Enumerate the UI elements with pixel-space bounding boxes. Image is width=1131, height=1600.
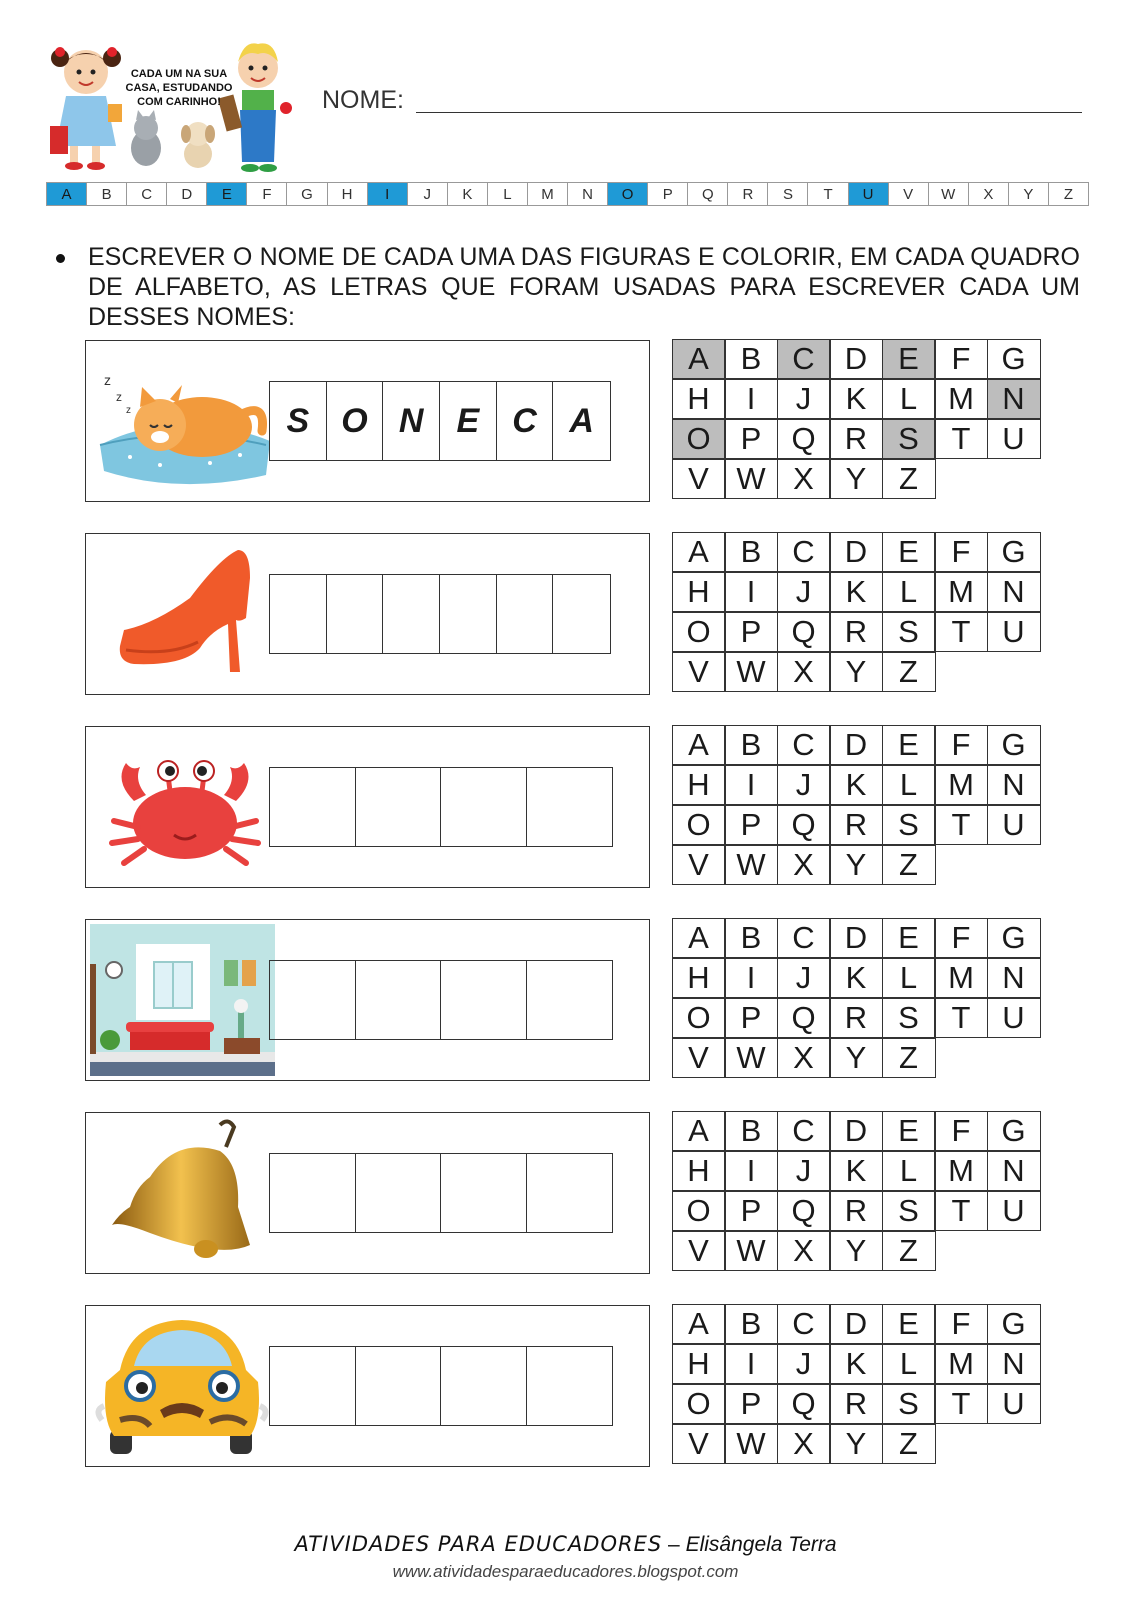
alphabet-strip-letter: P xyxy=(648,183,688,205)
grid-letter[interactable]: F xyxy=(934,339,988,379)
grid-letter[interactable]: M xyxy=(934,1344,988,1384)
grid-letter[interactable]: N xyxy=(987,572,1041,612)
grid-letter[interactable]: R xyxy=(829,998,883,1038)
grid-letter[interactable]: B xyxy=(724,725,778,765)
picture-box xyxy=(85,726,650,888)
grid-letter[interactable]: L xyxy=(882,1344,936,1384)
grid-letter[interactable]: Z xyxy=(882,652,936,692)
letter-box[interactable]: O xyxy=(327,382,384,460)
alphabet-strip-letter: M xyxy=(528,183,568,205)
grid-letter[interactable]: V xyxy=(672,459,726,499)
answer-boxes xyxy=(269,1346,613,1426)
grid-letter[interactable]: I xyxy=(724,958,778,998)
grid-letter[interactable]: W xyxy=(724,459,778,499)
grid-letter[interactable]: X xyxy=(777,1231,831,1271)
answer-boxes xyxy=(269,1153,613,1233)
grid-letter[interactable]: U xyxy=(987,1191,1041,1231)
letter-box[interactable] xyxy=(527,768,613,846)
living-room-icon xyxy=(90,924,275,1076)
grid-letter[interactable]: X xyxy=(777,1038,831,1078)
alphabet-strip-letter: Z xyxy=(1063,185,1074,203)
letter-box[interactable] xyxy=(270,768,356,846)
grid-letter[interactable]: W xyxy=(724,1231,778,1271)
picture-box xyxy=(85,1112,650,1274)
grid-letter[interactable]: J xyxy=(777,1344,831,1384)
grid-letter[interactable]: O xyxy=(672,1384,726,1424)
grid-letter[interactable]: J xyxy=(777,765,831,805)
grid-letter[interactable]: V xyxy=(672,845,726,885)
letter-box[interactable] xyxy=(440,575,497,653)
grid-letter[interactable]: E xyxy=(882,1304,936,1344)
alphabet-strip-letter: A xyxy=(47,183,87,205)
alphabet-strip-letter: J xyxy=(408,183,448,205)
answer-boxes xyxy=(269,767,613,847)
grid-letter[interactable]: H xyxy=(672,572,726,612)
grid-letter[interactable]: G xyxy=(987,1111,1041,1151)
grid-letter[interactable]: P xyxy=(724,1384,778,1424)
grid-letter[interactable]: T xyxy=(934,612,988,652)
nome-field[interactable] xyxy=(416,112,1082,113)
grid-letter[interactable]: A xyxy=(672,1304,726,1344)
letter-box[interactable]: N xyxy=(383,382,440,460)
alphabet-grid xyxy=(673,533,1051,693)
alphabet-strip-letter: Y xyxy=(1009,183,1049,205)
grid-letter[interactable]: V xyxy=(672,652,726,692)
grid-letter[interactable]: T xyxy=(934,1384,988,1424)
picture-box xyxy=(85,340,650,502)
grid-letter[interactable]: W xyxy=(724,1038,778,1078)
letter-box[interactable] xyxy=(497,575,554,653)
letter-box[interactable] xyxy=(527,1347,613,1425)
grid-letter[interactable]: G xyxy=(987,339,1041,379)
letter-box[interactable] xyxy=(553,575,610,653)
svg-text:z: z xyxy=(104,372,111,388)
letter-box[interactable] xyxy=(527,1154,613,1232)
grid-letter[interactable]: R xyxy=(829,805,883,845)
exercise-row xyxy=(85,726,1051,890)
grid-letter[interactable]: M xyxy=(934,379,988,419)
exercise-row xyxy=(85,533,1051,697)
grid-letter[interactable]: U xyxy=(987,419,1041,459)
bullet-icon xyxy=(56,254,65,263)
letter-box[interactable] xyxy=(270,1154,356,1232)
grid-letter[interactable]: D xyxy=(829,532,883,572)
grid-letter[interactable]: Y xyxy=(829,652,883,692)
grid-letter[interactable]: E xyxy=(882,1111,936,1151)
crab-icon xyxy=(90,731,275,883)
footer-brand: ATIVIDADES PARA EDUCADORES xyxy=(294,1532,663,1556)
grid-letter[interactable]: L xyxy=(882,379,936,419)
grid-letter[interactable]: Y xyxy=(829,1231,883,1271)
letter-box[interactable] xyxy=(383,575,440,653)
bell-icon xyxy=(90,1117,275,1269)
grid-letter[interactable]: D xyxy=(829,918,883,958)
footer-separator: – xyxy=(662,1533,686,1556)
grid-letter[interactable]: B xyxy=(724,918,778,958)
alphabet-strip-letter: N xyxy=(568,183,608,205)
grid-letter[interactable]: S xyxy=(882,612,936,652)
grid-letter[interactable]: W xyxy=(724,845,778,885)
grid-letter[interactable]: U xyxy=(987,1384,1041,1424)
grid-letter[interactable]: B xyxy=(724,1304,778,1344)
grid-letter[interactable]: O xyxy=(672,419,726,459)
grid-letter[interactable]: R xyxy=(829,612,883,652)
grid-letter[interactable]: P xyxy=(724,998,778,1038)
grid-letter[interactable]: N xyxy=(987,958,1041,998)
letter-box[interactable] xyxy=(356,1154,442,1232)
alphabet-strip-letter: C xyxy=(127,183,167,205)
grid-letter[interactable]: O xyxy=(672,805,726,845)
grid-letter[interactable]: Z xyxy=(882,1231,936,1271)
grid-letter[interactable]: T xyxy=(934,998,988,1038)
grid-letter[interactable]: J xyxy=(777,958,831,998)
grid-letter[interactable]: L xyxy=(882,1151,936,1191)
grid-letter[interactable]: Q xyxy=(777,419,831,459)
footer-author: Elisângela Terra xyxy=(685,1533,837,1556)
grid-letter[interactable]: L xyxy=(882,765,936,805)
grid-letter[interactable]: K xyxy=(829,765,883,805)
grid-letter[interactable]: K xyxy=(829,1151,883,1191)
grid-letter[interactable]: F xyxy=(934,918,988,958)
grid-letter[interactable]: Q xyxy=(777,998,831,1038)
grid-letter[interactable]: S xyxy=(882,1191,936,1231)
grid-letter[interactable]: U xyxy=(987,998,1041,1038)
grid-letter[interactable]: C xyxy=(777,1111,831,1151)
nome-label: NOME: xyxy=(322,86,404,114)
letter-box[interactable]: A xyxy=(569,401,594,440)
letter-box[interactable] xyxy=(270,1347,356,1425)
alphabet-strip-letter: G xyxy=(287,183,327,205)
grid-letter[interactable]: G xyxy=(987,918,1041,958)
grid-letter[interactable]: H xyxy=(672,958,726,998)
alphabet-grid xyxy=(673,726,1051,886)
alphabet-strip-letter: E xyxy=(207,183,247,205)
grid-letter[interactable]: V xyxy=(672,1038,726,1078)
alphabet-grid xyxy=(673,340,1051,500)
letter-box[interactable] xyxy=(356,1347,442,1425)
grid-letter[interactable]: F xyxy=(934,1304,988,1344)
letter-box[interactable] xyxy=(270,961,356,1039)
grid-letter[interactable]: S xyxy=(882,419,936,459)
alphabet-strip-letter: U xyxy=(849,183,889,205)
grid-letter[interactable]: Q xyxy=(777,1191,831,1231)
grid-letter[interactable]: R xyxy=(829,1384,883,1424)
grid-letter[interactable]: J xyxy=(777,379,831,419)
grid-letter[interactable]: L xyxy=(882,958,936,998)
exercise-row xyxy=(85,919,1051,1083)
svg-text:z: z xyxy=(116,390,122,404)
footer-url: www.atividadesparaeducadores.blogspot.com xyxy=(392,1562,739,1581)
alphabet-grid xyxy=(673,1112,1051,1272)
alphabet-strip-letter: K xyxy=(448,183,488,205)
grid-letter[interactable]: I xyxy=(724,1344,778,1384)
grid-letter[interactable]: D xyxy=(829,725,883,765)
alphabet-strip-letter: O xyxy=(608,183,648,205)
grid-letter[interactable]: P xyxy=(724,1191,778,1231)
grid-letter[interactable]: J xyxy=(777,1151,831,1191)
grid-letter[interactable]: G xyxy=(987,1304,1041,1344)
alphabet-strip-letter: T xyxy=(808,183,848,205)
grid-letter[interactable]: K xyxy=(829,572,883,612)
exercise-row xyxy=(85,1112,1051,1276)
grid-letter[interactable]: F xyxy=(934,725,988,765)
grid-letter[interactable]: Y xyxy=(829,459,883,499)
grid-letter[interactable]: Z xyxy=(882,845,936,885)
grid-letter[interactable]: V xyxy=(672,1231,726,1271)
grid-letter[interactable]: M xyxy=(934,572,988,612)
grid-letter[interactable]: K xyxy=(829,958,883,998)
grid-letter[interactable]: M xyxy=(934,958,988,998)
grid-letter[interactable]: I xyxy=(724,572,778,612)
alphabet-strip-letter: W xyxy=(929,183,969,205)
alphabet-strip-letter: X xyxy=(969,183,1009,205)
grid-letter[interactable]: O xyxy=(672,998,726,1038)
grid-letter[interactable]: C xyxy=(777,1304,831,1344)
grid-letter[interactable]: R xyxy=(829,419,883,459)
alphabet-strip-letter: H xyxy=(328,183,368,205)
high-heel-shoe-icon xyxy=(90,538,275,690)
grid-letter[interactable]: X xyxy=(777,1424,831,1464)
grid-letter[interactable]: W xyxy=(724,1424,778,1464)
grid-letter[interactable]: O xyxy=(672,612,726,652)
grid-letter[interactable]: P xyxy=(724,805,778,845)
grid-letter[interactable]: X xyxy=(777,845,831,885)
grid-letter[interactable]: F xyxy=(934,532,988,572)
grid-letter[interactable]: A xyxy=(672,725,726,765)
alphabet-strip-letter: S xyxy=(768,183,808,205)
grid-letter[interactable]: U xyxy=(987,612,1041,652)
grid-letter[interactable]: B xyxy=(724,532,778,572)
grid-letter[interactable]: G xyxy=(987,532,1041,572)
grid-letter[interactable]: C xyxy=(777,532,831,572)
grid-letter[interactable]: C xyxy=(777,725,831,765)
grid-letter[interactable]: S xyxy=(882,805,936,845)
grid-letter[interactable]: D xyxy=(829,339,883,379)
grid-letter[interactable]: H xyxy=(672,765,726,805)
letter-box[interactable] xyxy=(356,961,442,1039)
grid-letter[interactable]: Q xyxy=(777,1384,831,1424)
alphabet-grid xyxy=(673,1305,1051,1465)
grid-letter[interactable]: P xyxy=(724,419,778,459)
grid-letter[interactable]: A xyxy=(672,339,726,379)
grid-letter[interactable]: E xyxy=(882,532,936,572)
picture-box xyxy=(85,533,650,695)
grid-letter[interactable]: E xyxy=(882,725,936,765)
grid-letter[interactable]: R xyxy=(829,1191,883,1231)
letter-box[interactable] xyxy=(270,575,327,653)
grid-letter[interactable]: M xyxy=(934,1151,988,1191)
exercise-row xyxy=(85,340,1051,504)
grid-letter[interactable]: D xyxy=(829,1111,883,1151)
logo-text: CADA UM NA SUA CASA, ESTUDANDO COM CARINHO! xyxy=(125,68,233,108)
grid-letter[interactable]: Z xyxy=(882,1424,936,1464)
grid-letter[interactable]: T xyxy=(934,419,988,459)
alphabet-strip-letter: Q xyxy=(688,183,728,205)
grid-letter[interactable]: T xyxy=(934,1191,988,1231)
grid-letter[interactable]: N xyxy=(987,1151,1041,1191)
picture-box xyxy=(85,919,650,1081)
sleeping-cat-icon xyxy=(90,345,275,497)
alphabet-strip-letter: L xyxy=(488,183,528,205)
grid-letter[interactable]: B xyxy=(724,339,778,379)
grid-letter[interactable]: S xyxy=(882,1384,936,1424)
picture-box xyxy=(85,1305,650,1467)
grid-letter[interactable]: Y xyxy=(829,1424,883,1464)
grid-letter[interactable]: V xyxy=(672,1424,726,1464)
grid-letter[interactable]: I xyxy=(724,765,778,805)
grid-letter[interactable]: L xyxy=(882,572,936,612)
letter-box[interactable] xyxy=(327,575,384,653)
footer-title xyxy=(0,1532,1131,1557)
grid-letter[interactable]: A xyxy=(672,918,726,958)
grid-letter[interactable]: O xyxy=(672,1191,726,1231)
grid-letter[interactable]: M xyxy=(934,765,988,805)
grid-letter[interactable]: A xyxy=(672,532,726,572)
answer-boxes xyxy=(269,574,611,654)
alphabet-strip-letter: V xyxy=(889,183,929,205)
letter-box[interactable] xyxy=(527,961,613,1039)
alphabet-strip-letter: D xyxy=(167,183,207,205)
car-icon xyxy=(90,1310,275,1462)
grid-letter[interactable]: B xyxy=(724,1111,778,1151)
letter-box[interactable]: C xyxy=(497,382,554,460)
alphabet-grid xyxy=(673,919,1051,1079)
grid-letter[interactable]: S xyxy=(882,998,936,1038)
alphabet-strip xyxy=(46,182,1089,206)
grid-letter[interactable]: A xyxy=(672,1111,726,1151)
grid-letter[interactable]: N xyxy=(987,765,1041,805)
svg-text:z: z xyxy=(126,405,131,416)
grid-letter[interactable]: K xyxy=(829,379,883,419)
grid-letter[interactable]: H xyxy=(672,1344,726,1384)
instruction-text: ESCREVER O NOME DE CADA UMA DAS FIGURAS E COLORIR, EM CADA QUADRO DE ALFABETO, AS LETRAS QUE FORAM USADAS PARA ESCREVER CADA UM DESSES NOMES: xyxy=(88,243,1080,331)
grid-letter[interactable]: T xyxy=(934,805,988,845)
grid-letter[interactable]: X xyxy=(777,652,831,692)
grid-letter[interactable]: Y xyxy=(829,1038,883,1078)
grid-letter[interactable]: Q xyxy=(777,805,831,845)
answer-boxes xyxy=(269,381,611,461)
grid-letter[interactable]: I xyxy=(724,1151,778,1191)
grid-letter[interactable]: F xyxy=(934,1111,988,1151)
grid-letter[interactable]: Z xyxy=(882,1038,936,1078)
grid-letter[interactable]: N xyxy=(987,1344,1041,1384)
grid-letter[interactable]: U xyxy=(987,805,1041,845)
grid-letter[interactable]: H xyxy=(672,379,726,419)
grid-letter[interactable]: W xyxy=(724,652,778,692)
letter-box[interactable] xyxy=(441,1347,527,1425)
grid-letter[interactable]: C xyxy=(777,918,831,958)
letter-box[interactable] xyxy=(356,768,442,846)
answer-boxes xyxy=(269,960,613,1040)
exercise-row xyxy=(85,1305,1051,1469)
alphabet-strip-letter: I xyxy=(368,183,408,205)
grid-letter[interactable]: P xyxy=(724,612,778,652)
grid-letter[interactable]: J xyxy=(777,572,831,612)
grid-letter[interactable]: G xyxy=(987,725,1041,765)
alphabet-strip-letter: R xyxy=(728,183,768,205)
letter-box[interactable] xyxy=(441,1154,527,1232)
grid-letter[interactable]: D xyxy=(829,1304,883,1344)
grid-letter[interactable]: X xyxy=(777,459,831,499)
grid-letter[interactable]: Z xyxy=(882,459,936,499)
letter-box[interactable] xyxy=(441,961,527,1039)
grid-letter[interactable]: K xyxy=(829,1344,883,1384)
grid-letter[interactable]: E xyxy=(882,918,936,958)
letter-box[interactable]: S xyxy=(270,382,327,460)
grid-letter[interactable]: N xyxy=(987,379,1041,419)
grid-letter[interactable]: C xyxy=(777,339,831,379)
grid-letter[interactable]: Q xyxy=(777,612,831,652)
grid-letter[interactable]: H xyxy=(672,1151,726,1191)
grid-letter[interactable]: E xyxy=(882,339,936,379)
letter-box[interactable] xyxy=(441,768,527,846)
alphabet-strip-letter: F xyxy=(247,183,287,205)
alphabet-strip-letter: B xyxy=(87,183,127,205)
letter-box[interactable]: E xyxy=(440,382,497,460)
grid-letter[interactable]: I xyxy=(724,379,778,419)
grid-letter[interactable]: Y xyxy=(829,845,883,885)
